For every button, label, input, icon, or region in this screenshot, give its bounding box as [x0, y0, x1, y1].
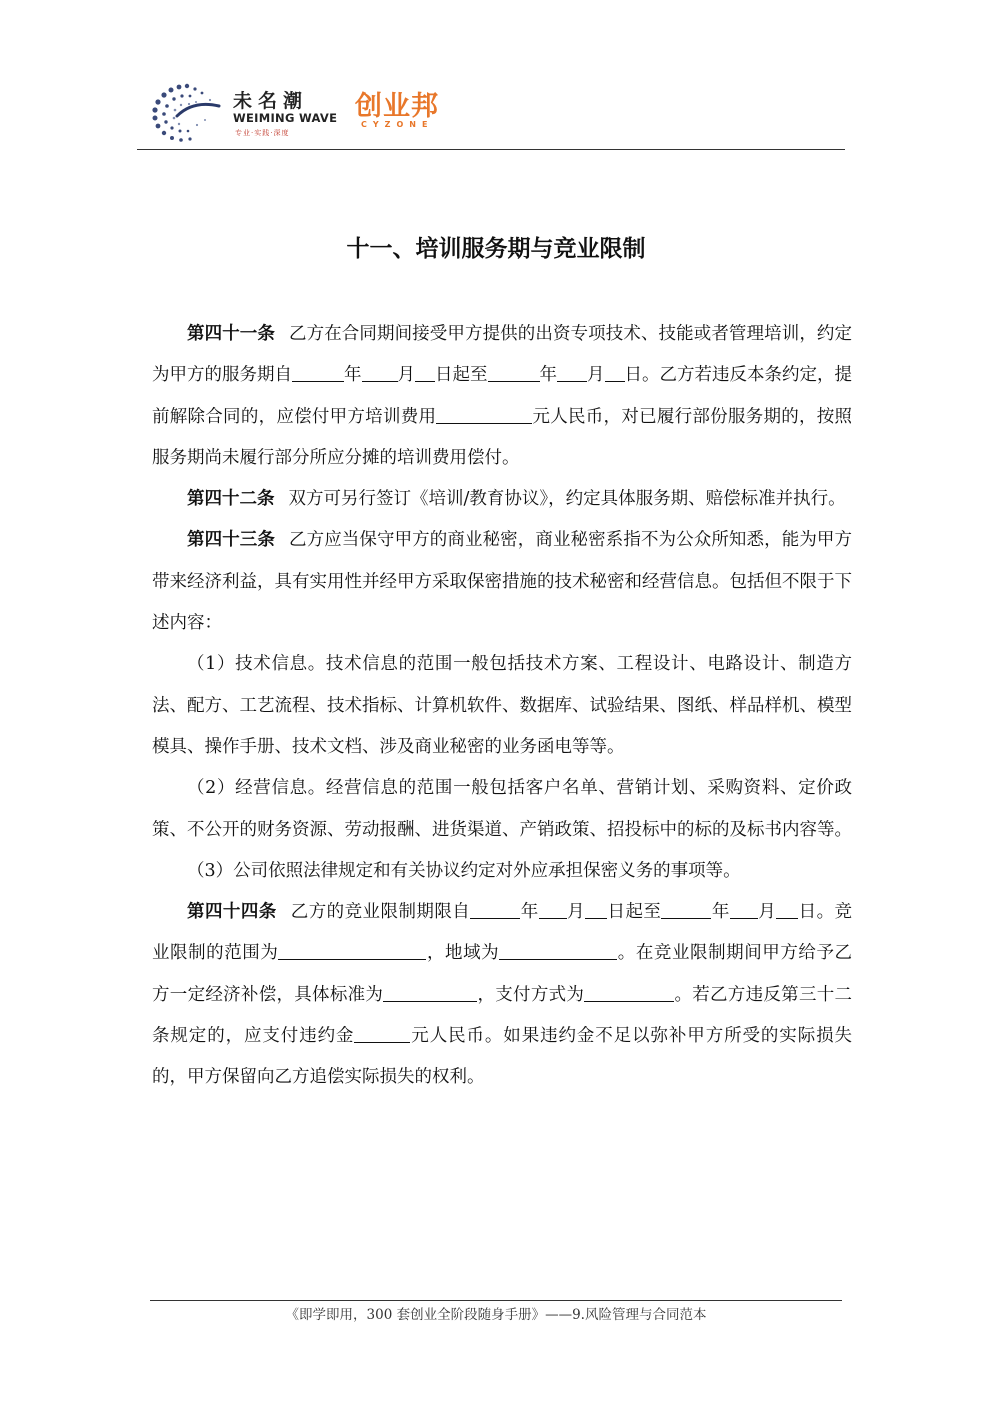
footer-divider — [150, 1300, 842, 1301]
blank-field — [499, 942, 617, 961]
brand-name-cn: 未名潮 — [233, 90, 309, 112]
article-label: 第四十二条 — [187, 489, 275, 510]
page-header — [137, 72, 845, 150]
blank-field — [584, 983, 674, 1002]
header-divider — [137, 149, 845, 150]
article-label: 第四十三条 — [187, 530, 275, 551]
brand-name-en: WEIMING WAVE — [233, 111, 338, 125]
blank-field — [383, 983, 477, 1002]
article-43: 第四十三条 乙方应当保守甲方的商业秘密，商业秘密系指不为公众所知悉，能为甲方带来经济利益，具有实用性并经甲方采取保密措施的技术秘密和经营信息。包括但不限于下述内容： — [152, 530, 853, 634]
weiming-wave-logo-icon — [147, 80, 227, 144]
blank-field — [605, 364, 625, 383]
blank-field — [470, 901, 520, 920]
article-41: 第四十一条 乙方在合同期间接受甲方提供的出资专项技术、技能或者管理培训，约定为甲方的服务期自 年 月 日起至 年 月 日。乙方若违反本条约定，提前解除合同的，应偿付甲方培训费用 元人民币，对已履行部份服务期的，按照服务期尚未履行部分所应分摊的培训费用偿付。 — [152, 324, 853, 468]
article-43-item-2: （2）经营信息。经营信息的范围一般包括客户名单、营销计划、采购资料、定价政策、不公开的财务资源、劳动报酬、进货渠道、产销政策、招投标中的标的及标书内容等。 — [152, 778, 852, 840]
blank-field — [776, 901, 798, 920]
article-43-item-3: （3）公司依照法律规定和有关协议约定对外应承担保密义务的事项等。 — [187, 860, 741, 881]
blank-field — [661, 901, 711, 920]
article-42: 第四十二条 双方可另行签订《培训/教育协议》，约定具体服务期、赔偿标准并执行。 — [187, 489, 846, 510]
blank-field — [436, 405, 532, 424]
brand-slogan: 专业·实践·深度 — [235, 129, 290, 137]
article-label: 第四十一条 — [187, 324, 275, 344]
blank-field — [557, 364, 587, 383]
document-body — [152, 314, 852, 1099]
blank-field — [362, 364, 398, 383]
blank-field — [488, 364, 540, 383]
blank-field — [730, 901, 758, 920]
blank-field — [585, 901, 607, 920]
section-title: 十一、培训服务期与竞业限制 — [346, 236, 646, 262]
article-44: 第四十四条 乙方的竞业限制期限自 年 月 日起至 年 月 日。竞业限制的范围为 ，地域为 。在竞业限制期间甲方给予乙方一定经济补偿，具体标准为 ，支付方式为 。若乙方违反第三十二条规定的，应支付违约金 元人民币。如果违约金不足以弥补甲方所受的实际损失的，甲方保留向乙方追偿实际损失的权利。 — [152, 902, 853, 1088]
blank-field — [539, 901, 567, 920]
blank-field — [292, 364, 344, 383]
page-footer: 《即学即用，300 套创业全阶段随身手册》——9.风险管理与合同范本 — [285, 1307, 707, 1323]
article-43-item-1: （1）技术信息。技术信息的范围一般包括技术方案、工程设计、电路设计、制造方法、配方、工艺流程、技术指标、计算机软件、数据库、试验结果、图纸、样品样机、模型模具、操作手册、技术文档、涉及商业秘密的业务函电等等。 — [152, 654, 852, 757]
blank-field — [354, 1025, 410, 1044]
partner-logo-en: CYZONE — [361, 120, 434, 129]
blank-field — [278, 942, 426, 961]
blank-field — [415, 364, 435, 383]
article-label: 第四十四条 — [187, 902, 277, 923]
partner-logo-cn: 创业邦 — [355, 91, 439, 122]
